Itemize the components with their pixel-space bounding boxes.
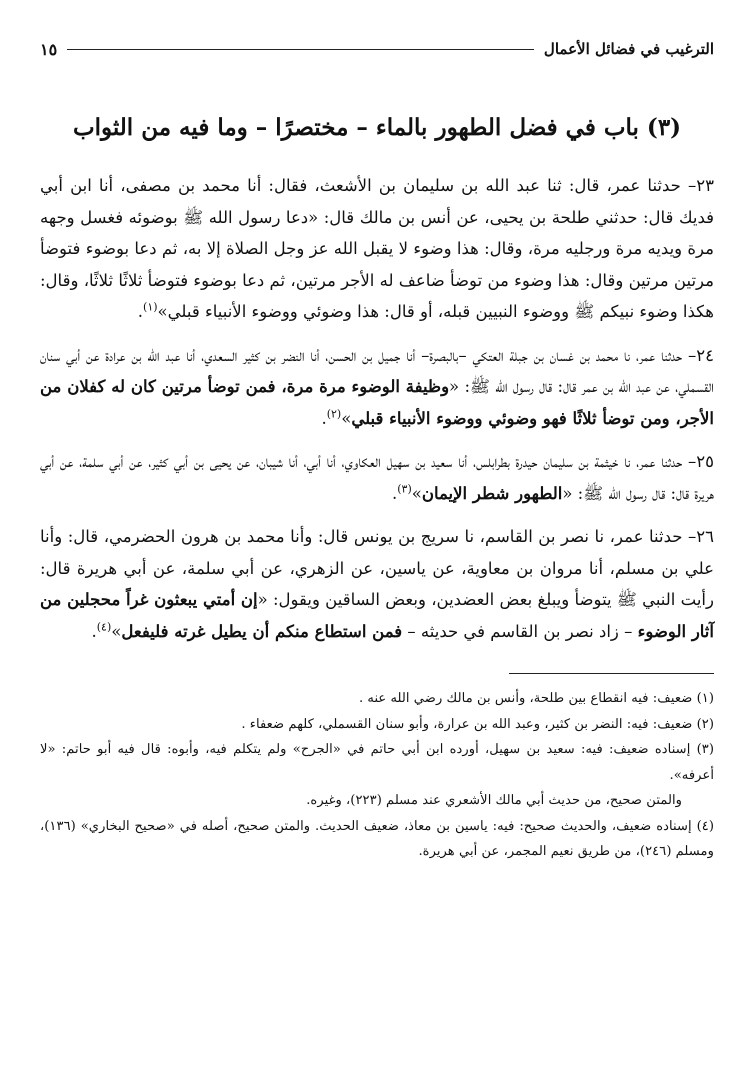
page-number: ١٥: [40, 39, 58, 59]
footnote-ref: (٣): [397, 482, 412, 495]
header-rule: [67, 49, 534, 50]
running-title: الترغيب في فضائل الأعمال: [543, 40, 714, 58]
hadith-25: [40, 446, 714, 509]
hadith-matn-addition: فمن استطاع منكم أن يطيل غرته فليفعل: [121, 621, 403, 641]
footnote-rule: [509, 673, 714, 674]
hadith-text: ٢٥– حدثنا عمر، نا خيثمة بن سليمان حيدرة بطرابلس، أنا سعيد بن سهيل العكاوي، أنا أبي، أنا شيبان، عن يحيى بن أبي كثير، عن أبي سلمة، عن أبي هريرة قال: قال رسول الله ﷺ: «: [40, 452, 714, 503]
hadith-end: .: [392, 483, 398, 503]
hadith-26: [40, 521, 714, 647]
hadith-23: [40, 170, 714, 328]
footnotes: [40, 686, 714, 865]
hadith-end: .: [321, 408, 327, 428]
footnote-3: (٣) إسناده ضعيف: فيه: سعيد بن سهيل، أورده ابن أبي حاتم في «الجرح» ولم يتكلم فيه، وأبوه: قال فيه أبو حاتم: «لا أعرفه».: [40, 742, 714, 783]
footnote-4: (٤) إسناده ضعيف، والحديث صحيح: فيه: ياسين بن معاذ، ضعيف الحديث. والمتن صحيح، أصله في «صحيح البخاري» (١٣٦)، ومسلم (٢٤٦)، من طريق نعيم المجمر، عن أبي هريرة.: [40, 818, 714, 859]
hadith-addition: – زاد نصر بن القاسم في حديثه –: [402, 621, 638, 641]
hadith-24: [40, 340, 714, 435]
hadith-close-quote: »: [341, 408, 352, 428]
running-header: [40, 34, 714, 64]
footnote-ref: (٤): [96, 620, 112, 633]
footnote-1: (١) ضعيف: فيه انقطاع بين طلحة، وأنس بن مالك رضي الله عنه .: [358, 691, 714, 706]
hadith-end: .: [91, 621, 97, 641]
hadith-matn: الطهور شطر الإيمان: [421, 483, 563, 503]
footnote-2: (٢) ضعيف: فيه: النضر بن كثير، وعبد الله بن عرارة، وأبو سنان القسملي، كلهم ضعفاء .: [241, 716, 714, 732]
hadith-matn: إن أمتي يبعثون غراً محجلين من آثار الوضوء: [40, 590, 714, 641]
hadith-matn: وظيفة الوضوء مرة مرة، فمن توضأ مرتين كان له كفلان من الأجر، ومن توضأ ثلاثًا فهو وضوئي ووضوء الأنبياء قبلي: [40, 377, 714, 428]
hadith-text: ٢٣– حدثنا عمر، قال: ثنا عبد الله بن سليمان بن الأشعث، فقال: أنا محمد بن مصفى، أنا ابن أبي فديك قال: حدثني طلحة بن يحيى، عن أنس بن مالك قال: «دعا رسول الله ﷺ بوضوئه فغسل وجهه مرة ويديه مرة ورجليه مرة، وقال: هذا وضوء لا يقبل الله عز وجل الصلاة إلا به، ثم دعا بوضوء فتوضأ مرتين مرتين وقال: هذا وضوء من توضأ ضاعف له الأجر مرتين، ثم دعا بوضوء فتوضأ ثلاثًا ثلاثًا، وقال: هكذا وضوء نبيكم ﷺ ووضوء النبيين قبله، أو قال: هذا وضوئي ووضوء الأنبياء قبلي»: [40, 176, 714, 321]
hadith-text: ٢٦– حدثنا عمر، نا نصر بن القاسم، نا سريج بن يونس قال: وأنا محمد بن هرون الحضرمي، قال: وأنا علي بن مسلم، أنا مروان بن معاوية، عن ياسين، عن الزهري، عن أبي سلمة، عن أبي هريرة قال: رأيت النبي ﷺ يتوضأ ويبلغ بعض العضدين، وبعض الساقين ويقول: «: [40, 527, 714, 609]
footnote-ref: (١): [143, 300, 158, 314]
footnote-ref: (٢): [326, 407, 342, 420]
footnote-3-continuation: والمتن صحيح، من حديث أبي مالك الأشعري عند مسلم (٢٢٣)، وغيره.: [306, 793, 682, 808]
hadith-text: ٢٤– حدثنا عمر، نا محمد بن غسان بن جبلة العتكي –بالبصرة– أنا جميل بن الحسن، أنا النضر بن كثير السعدي، أنا عبد الله بن عرادة عن أبي سنان القسملي، عن عبد الله بن عمر قال: قال رسول الله ﷺ: «: [40, 345, 714, 396]
hadith-close-quote: »: [411, 483, 422, 503]
hadith-end: .: [137, 302, 144, 321]
hadith-close-quote: »: [111, 621, 122, 641]
chapter-title: (٣) باب في فضل الطهور بالماء – مختصرًا – وما فيه من الثواب: [72, 114, 682, 141]
hadith-list: [40, 170, 714, 647]
